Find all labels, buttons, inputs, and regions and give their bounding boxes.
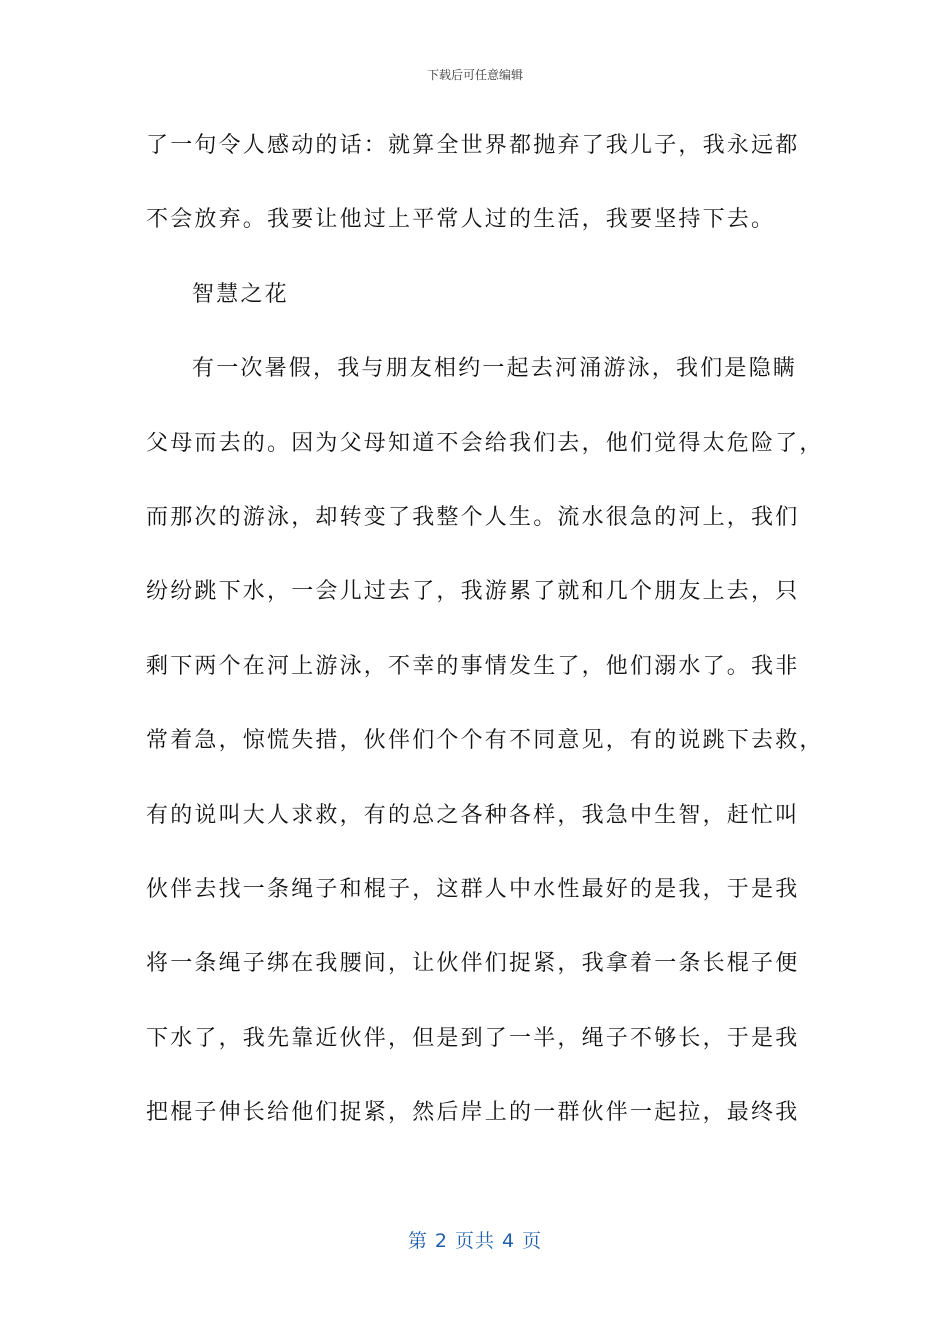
body-line: 将一条绳子绑在我腰间，让伙伴们捉紧，我拿着一条长棍子便 <box>146 951 800 977</box>
page-header: 下载后可任意编辑 <box>426 68 523 82</box>
body-line: 了一句令人感动的话：就算全世界都抛弃了我儿子，我永远都 <box>146 133 800 158</box>
body-line: 把棍子伸长给他们捉紧，然后岸上的一群伙伴一起拉，最终我 <box>146 1100 800 1126</box>
body-line: 伙伴去找一条绳子和棍子，这群人中水性最好的是我，于是我 <box>146 876 800 902</box>
paragraph-start-line: 有一次暑假，我与朋友相约一起去河涌游泳，我们是隐瞒 <box>192 356 798 382</box>
body-line: 常着急，惊慌失措，伙伴们个个有不同意见，有的说跳下去救， <box>146 728 824 754</box>
section-heading: 智慧之花 <box>192 281 289 307</box>
body-line: 剩下两个在河上游泳，不幸的事情发生了，他们溺水了。我非 <box>146 653 800 679</box>
body-line: 下水了，我先靠近伙伴，但是到了一半，绳子不够长，于是我 <box>146 1025 800 1051</box>
page-number-footer: 第 2 页共 4 页 <box>407 1230 543 1252</box>
body-line: 有的说叫大人求救，有的总之各种各样，我急中生智，赶忙叫 <box>146 802 800 828</box>
body-line: 而那次的游泳，却转变了我整个人生。流水很急的河上，我们 <box>146 504 800 530</box>
body-line: 不会放弃。我要让他过上平常人过的生活，我要坚持下去。 <box>146 207 776 233</box>
body-line: 纷纷跳下水，一会儿过去了，我游累了就和几个朋友上去，只 <box>146 579 800 605</box>
document-body <box>146 121 824 1162</box>
body-line: 父母而去的。因为父母知道不会给我们去，他们觉得太危险了， <box>146 430 824 456</box>
